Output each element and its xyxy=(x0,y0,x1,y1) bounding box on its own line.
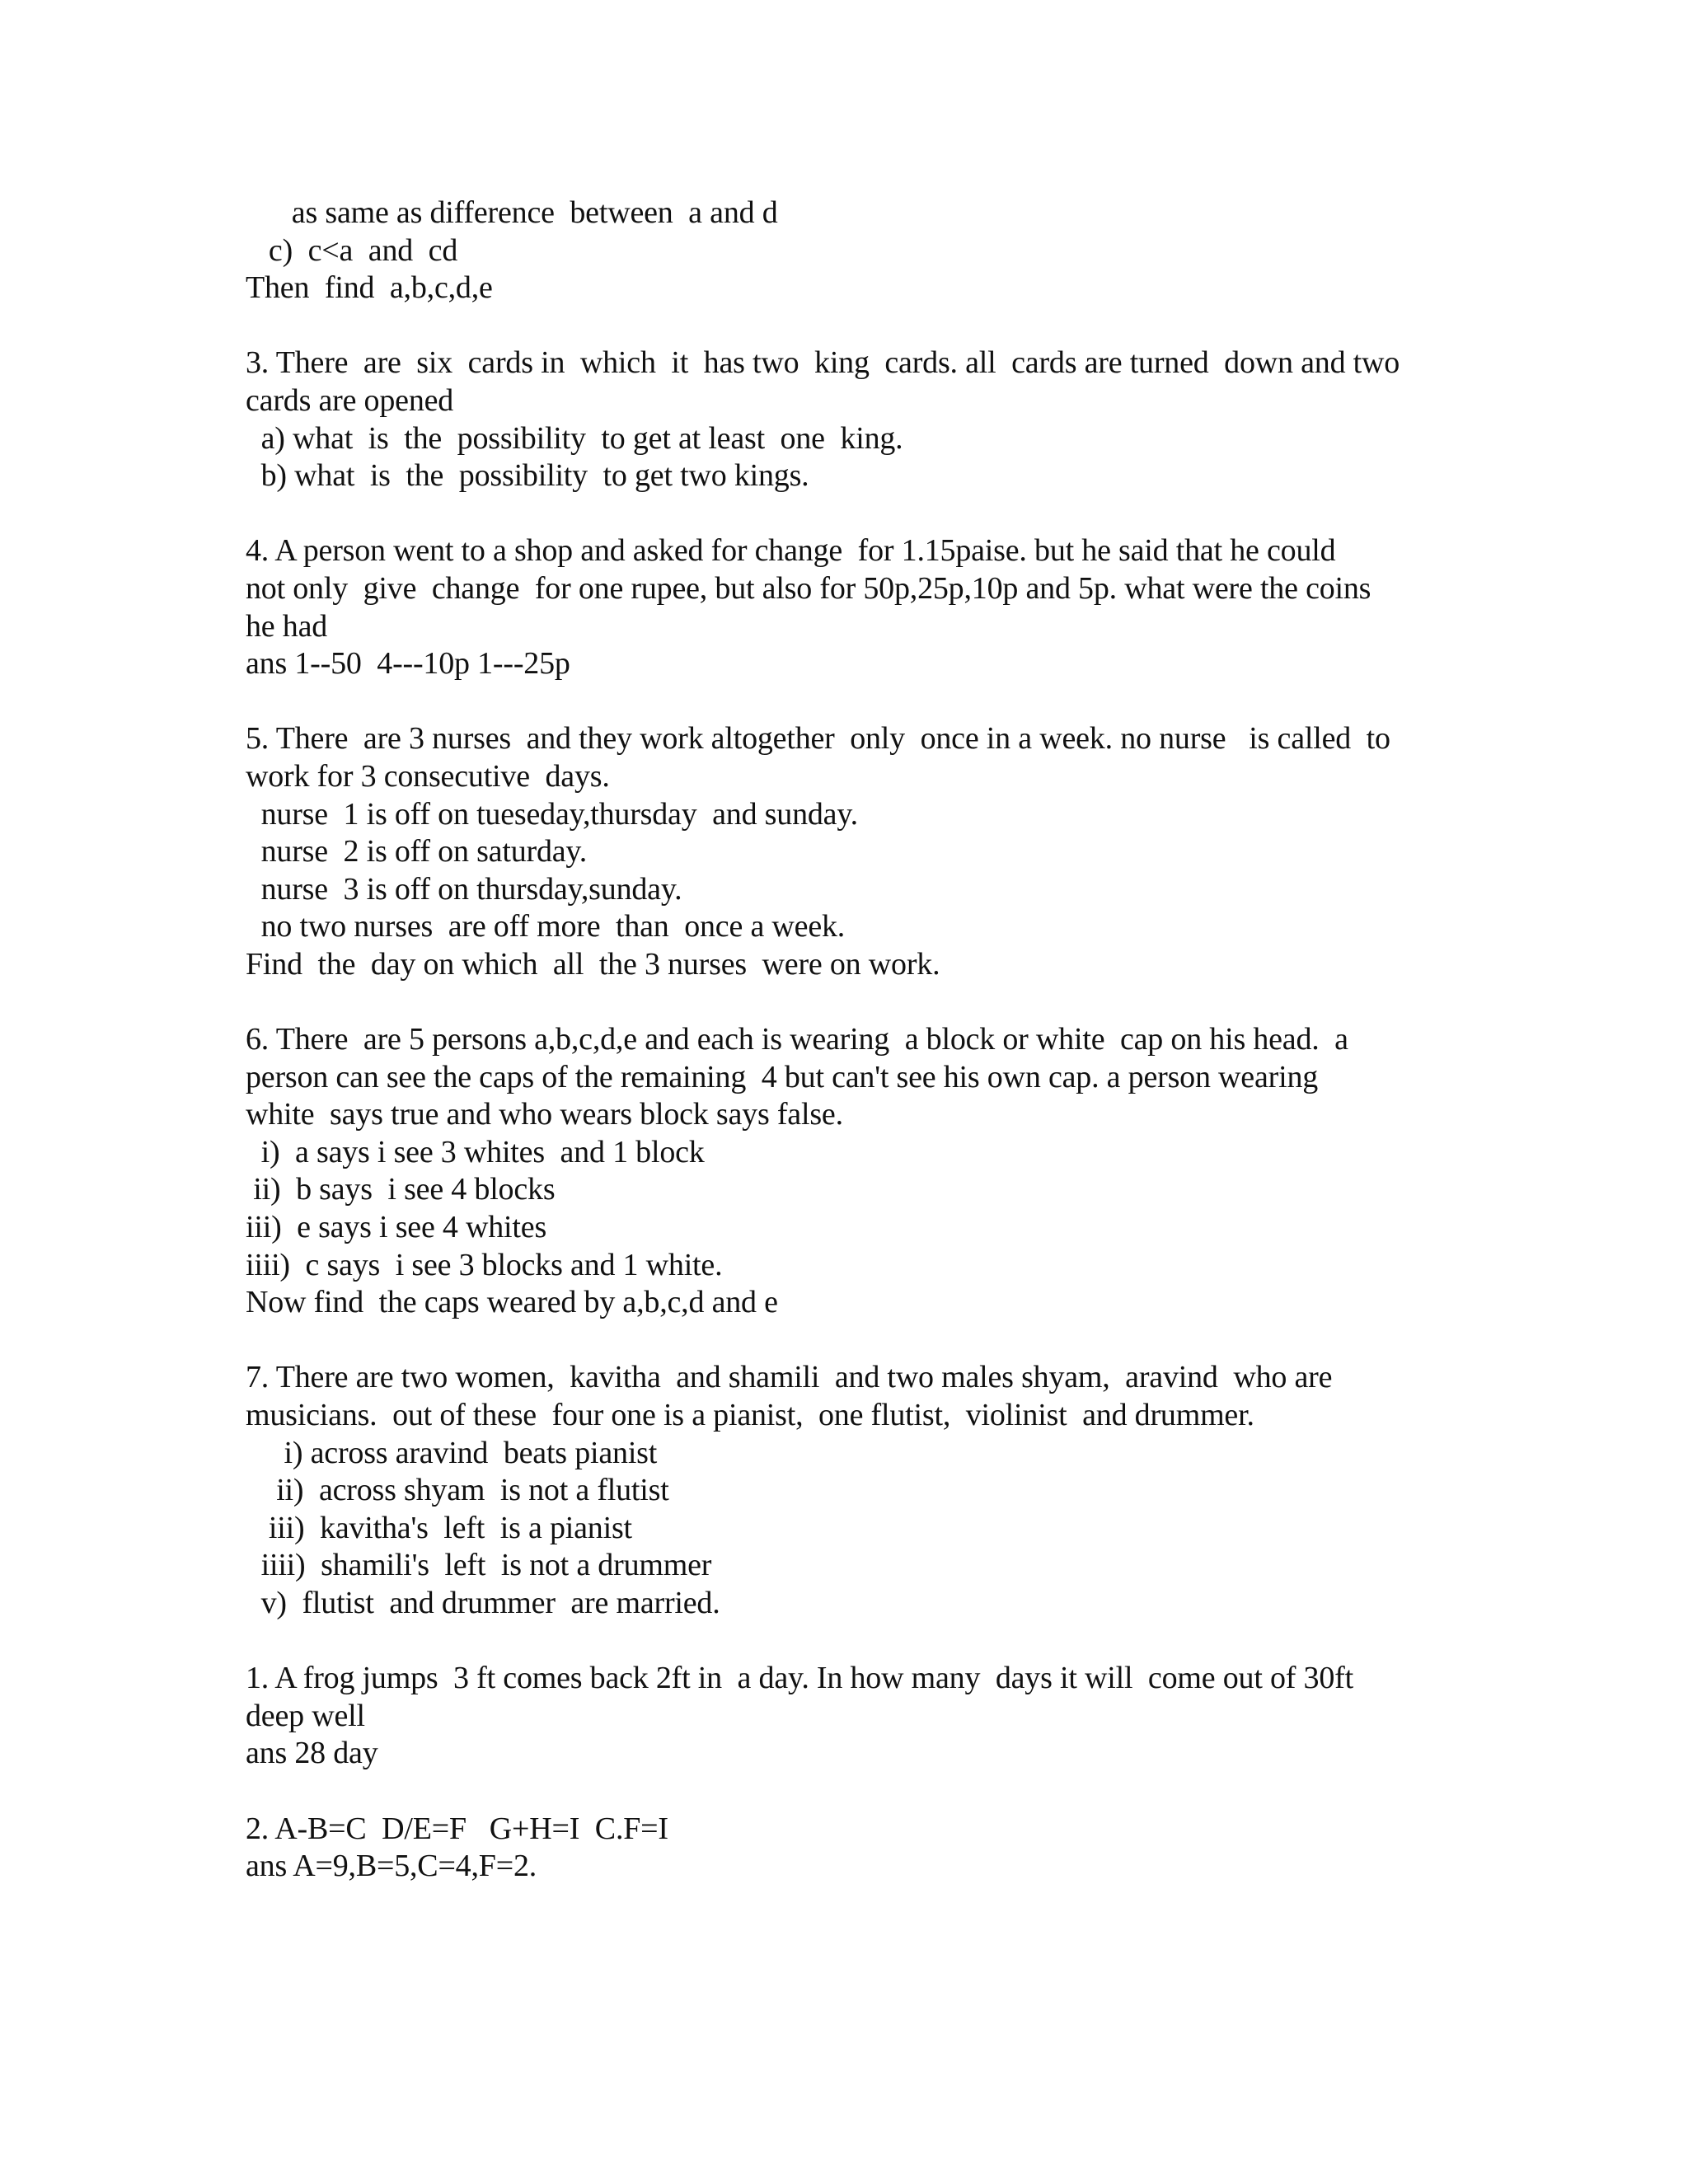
text-line: ans 1--50 4---10p 1---25p xyxy=(246,646,570,682)
blank-line xyxy=(246,1773,1449,1811)
blank-line xyxy=(246,1623,1449,1661)
text-line: 6. There are 5 persons a,b,c,d,e and each is wearing a block or white cap on his head. a xyxy=(246,1022,1348,1057)
text-line: b) what is the possibility to get two kings. xyxy=(246,458,809,494)
text-line: white says true and who wears block says false. xyxy=(246,1097,843,1132)
text-line: person can see the caps of the remaining 4 but can't see his own cap. a person wearing xyxy=(246,1059,1319,1094)
blank-line xyxy=(246,307,1449,345)
text-line: cards are opened xyxy=(246,382,454,418)
blank-line xyxy=(246,983,1449,1021)
text-line: ii) b says i see 4 blocks xyxy=(246,1172,556,1207)
text-line: deep well xyxy=(246,1698,365,1733)
blank-line xyxy=(246,683,1449,721)
text-line: not only give change for one rupee, but also for 50p,25p,10p and 5p. what were the coins xyxy=(246,570,1372,606)
text-line: nurse 2 is off on saturday. xyxy=(246,834,588,869)
text-line: iiii) shamili's left is not a drummer xyxy=(246,1548,712,1583)
text-line: i) a says i see 3 whites and 1 block xyxy=(246,1134,705,1169)
text-line: musicians. out of these four one is a pianist, one flutist, violinist and drummer. xyxy=(246,1398,1254,1432)
text-line: iii) kavitha's left is a pianist xyxy=(246,1510,632,1545)
text-line: 4. A person went to a shop and asked for change for 1.15paise. but he said that he could xyxy=(246,533,1336,569)
text-line: 2. A-B=C D/E=F G+H=I C.F=I xyxy=(246,1811,668,1846)
text-line: ii) across shyam is not a flutist xyxy=(246,1473,669,1508)
blank-line xyxy=(246,495,1449,533)
text-line: Then find a,b,c,d,e xyxy=(246,270,493,306)
blank-line xyxy=(246,1322,1449,1360)
text-line: Now find the caps weared by a,b,c,d and e xyxy=(246,1285,778,1320)
text-line: ans A=9,B=5,C=4,F=2. xyxy=(246,1849,537,1884)
text-line: as same as difference between a and d xyxy=(246,195,778,230)
text-line: 1. A frog jumps 3 ft comes back 2ft in a day. In how many days it will come out of 30ft xyxy=(246,1661,1353,1696)
text-line: iii) e says i see 4 whites xyxy=(246,1210,547,1245)
text-line: a) what is the possibility to get at least one king. xyxy=(246,420,903,456)
text-line: ans 28 day xyxy=(246,1736,378,1771)
page-text xyxy=(246,194,1449,1886)
text-line: nurse 3 is off on thursday,sunday. xyxy=(246,871,682,907)
text-line: v) flutist and drummer are married. xyxy=(246,1585,720,1620)
text-line: no two nurses are off more than once a week. xyxy=(246,909,846,944)
text-line: iiii) c says i see 3 blocks and 1 white. xyxy=(246,1247,723,1282)
text-line: Find the day on which all the 3 nurses were on work. xyxy=(246,946,940,982)
text-line: work for 3 consecutive days. xyxy=(246,758,610,794)
text-line: 5. There are 3 nurses and they work altogether only once in a week. no nurse is called to xyxy=(246,721,1390,757)
text-line: 7. There are two women, kavitha and shamili and two males shyam, aravind who are xyxy=(246,1360,1333,1395)
text-line: i) across aravind beats pianist xyxy=(246,1435,658,1470)
text-line: c) c<a and cd xyxy=(246,232,458,268)
text-line: he had xyxy=(246,608,328,644)
text-line: 3. There are six cards in which it has two king cards. all cards are turned down and two xyxy=(246,345,1400,381)
text-line: nurse 1 is off on tueseday,thursday and sunday. xyxy=(246,796,858,832)
